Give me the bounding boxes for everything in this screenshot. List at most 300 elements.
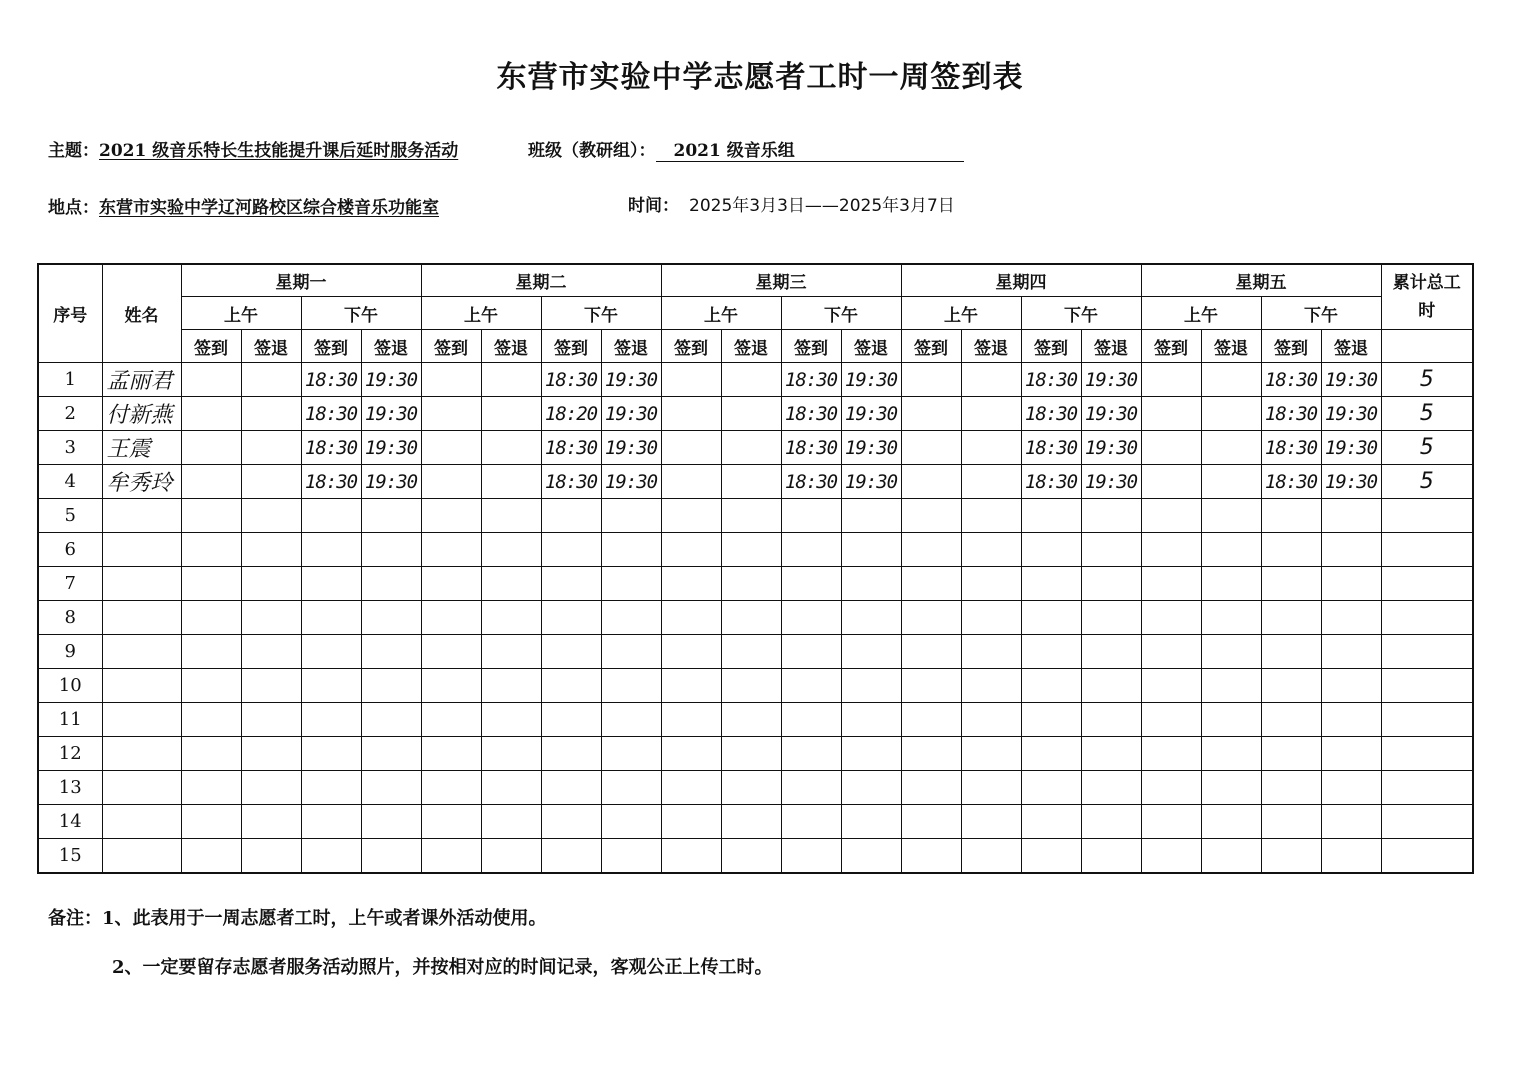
- sign-out-cell: [961, 805, 1021, 839]
- sign-in-cell: [901, 397, 961, 431]
- sign-out-cell: [961, 465, 1021, 499]
- sign-in-cell: [301, 601, 361, 635]
- time-label: 时间：: [628, 196, 679, 216]
- sign-in-cell: [781, 771, 841, 805]
- sign-in-cell: [1261, 703, 1321, 737]
- sign-out-cell: [841, 601, 901, 635]
- sign-out-cell: [961, 533, 1021, 567]
- row-name: [102, 499, 181, 533]
- row-seq: 6: [38, 533, 102, 567]
- sign-out-cell: 19:30: [1321, 397, 1381, 431]
- sign-in-cell: [421, 397, 481, 431]
- sign-out-cell: [1201, 431, 1261, 465]
- row-name: [102, 839, 181, 874]
- table-row: [38, 499, 1473, 533]
- page-title: 东营市实验中学志愿者工时一周签到表: [496, 60, 1024, 95]
- sign-out-cell: 19:30: [361, 431, 421, 465]
- sign-in-cell: 18:30: [1261, 465, 1321, 499]
- sign-out-cell: [961, 601, 1021, 635]
- sign-in-cell: [661, 669, 721, 703]
- sign-out-cell: [1201, 703, 1261, 737]
- sign-in-cell: [661, 839, 721, 874]
- sign-in-cell: [421, 771, 481, 805]
- sign-in-cell: [301, 567, 361, 601]
- row-name: [102, 533, 181, 567]
- sign-in-cell: [541, 839, 601, 874]
- sign-in-cell: 18:30: [781, 363, 841, 397]
- sign-in-cell: [661, 363, 721, 397]
- sign-out-cell: 19:30: [1081, 431, 1141, 465]
- sign-in-header: 签到: [301, 330, 361, 363]
- sign-out-cell: [481, 363, 541, 397]
- row-total: 5: [1381, 363, 1473, 397]
- sign-in-header: 签到: [541, 330, 601, 363]
- sign-out-cell: [721, 839, 781, 874]
- sign-out-header: 签退: [241, 330, 301, 363]
- sign-in-cell: [781, 601, 841, 635]
- sign-in-cell: [301, 499, 361, 533]
- sign-out-header: 签退: [1321, 330, 1381, 363]
- sign-out-cell: [721, 363, 781, 397]
- sign-out-cell: [841, 669, 901, 703]
- sign-in-cell: [181, 771, 241, 805]
- sign-out-cell: [961, 839, 1021, 874]
- sign-out-cell: [1321, 703, 1381, 737]
- sign-out-cell: [481, 567, 541, 601]
- sign-out-cell: [721, 431, 781, 465]
- sign-in-cell: [901, 567, 961, 601]
- table-row: [38, 397, 1473, 431]
- sign-out-cell: [1081, 737, 1141, 771]
- sign-in-cell: [661, 771, 721, 805]
- sign-in-cell: [541, 669, 601, 703]
- sign-out-cell: [361, 839, 421, 874]
- sign-out-cell: [241, 363, 301, 397]
- sign-in-cell: [1261, 601, 1321, 635]
- sign-in-cell: [1261, 771, 1321, 805]
- sign-out-cell: [961, 737, 1021, 771]
- day-header: 星期二: [421, 264, 661, 297]
- sign-out-cell: [361, 703, 421, 737]
- table-row: [38, 703, 1473, 737]
- sign-out-cell: [1321, 601, 1381, 635]
- sign-out-cell: [841, 703, 901, 737]
- sign-in-cell: [1141, 567, 1201, 601]
- sign-in-cell: 18:30: [781, 397, 841, 431]
- sign-in-cell: [1021, 601, 1081, 635]
- sign-in-cell: [541, 771, 601, 805]
- col-total-header: [1381, 264, 1473, 330]
- row-total: 5: [1381, 465, 1473, 499]
- sign-out-cell: [1321, 567, 1381, 601]
- sign-out-cell: [361, 533, 421, 567]
- sign-in-cell: [661, 703, 721, 737]
- sign-in-cell: [181, 805, 241, 839]
- sign-out-cell: [481, 737, 541, 771]
- sign-out-cell: [241, 397, 301, 431]
- sign-out-cell: [1201, 669, 1261, 703]
- header-row-halfday: [38, 297, 1473, 330]
- row-total: [1381, 635, 1473, 669]
- am-header: 上午: [1141, 297, 1261, 330]
- sign-in-cell: [421, 465, 481, 499]
- sign-out-cell: [601, 771, 661, 805]
- sign-out-cell: [601, 635, 661, 669]
- sign-out-cell: 19:30: [1081, 465, 1141, 499]
- row-seq: 1: [38, 363, 102, 397]
- sign-out-cell: [961, 703, 1021, 737]
- sign-out-cell: [961, 397, 1021, 431]
- sign-out-cell: [601, 601, 661, 635]
- sign-in-cell: [301, 669, 361, 703]
- sign-out-cell: [601, 669, 661, 703]
- sign-out-cell: [1081, 533, 1141, 567]
- sign-out-cell: 19:30: [1081, 397, 1141, 431]
- sign-in-cell: 18:30: [1261, 431, 1321, 465]
- sign-in-cell: [181, 635, 241, 669]
- sign-out-cell: 19:30: [841, 397, 901, 431]
- sign-in-cell: [421, 363, 481, 397]
- sign-in-cell: [181, 465, 241, 499]
- sign-out-cell: [841, 771, 901, 805]
- sign-out-cell: [841, 737, 901, 771]
- sign-out-cell: [1201, 363, 1261, 397]
- sign-in-cell: [1141, 737, 1201, 771]
- row-seq: 11: [38, 703, 102, 737]
- sign-out-cell: [1081, 635, 1141, 669]
- sign-out-cell: [601, 737, 661, 771]
- sign-in-cell: [1021, 771, 1081, 805]
- sign-out-cell: [1201, 397, 1261, 431]
- sign-in-header: 签到: [1021, 330, 1081, 363]
- sign-in-cell: [661, 431, 721, 465]
- note-2: 2、一定要留存志愿者服务活动照片，并按相对应的时间记录，客观公正上传工时。: [112, 957, 773, 978]
- sign-out-cell: [481, 601, 541, 635]
- sign-in-cell: [901, 635, 961, 669]
- sign-in-header: 签到: [661, 330, 721, 363]
- sign-in-cell: 18:30: [781, 465, 841, 499]
- sign-out-cell: [721, 635, 781, 669]
- row-seq: 14: [38, 805, 102, 839]
- sign-in-cell: [181, 737, 241, 771]
- sign-out-cell: [601, 805, 661, 839]
- row-seq: 8: [38, 601, 102, 635]
- sign-in-cell: [421, 533, 481, 567]
- sign-in-cell: [181, 669, 241, 703]
- sign-in-cell: [901, 737, 961, 771]
- sign-out-cell: [721, 499, 781, 533]
- sign-out-cell: 19:30: [361, 363, 421, 397]
- sign-in-cell: [181, 431, 241, 465]
- sign-in-cell: [181, 703, 241, 737]
- row-total: [1381, 771, 1473, 805]
- sign-out-cell: [721, 397, 781, 431]
- sign-out-cell: 19:30: [1321, 431, 1381, 465]
- sign-in-cell: [661, 397, 721, 431]
- sign-out-cell: [961, 669, 1021, 703]
- sign-in-cell: [781, 839, 841, 874]
- sign-in-cell: 18:30: [301, 431, 361, 465]
- row-name: [102, 567, 181, 601]
- row-total: [1381, 533, 1473, 567]
- sign-in-cell: [901, 669, 961, 703]
- sign-out-cell: 19:30: [601, 397, 661, 431]
- sign-in-cell: [901, 839, 961, 874]
- theme-value: 2021 级音乐特长生技能提升课后延时服务活动: [99, 141, 459, 161]
- sign-in-cell: [181, 839, 241, 874]
- sign-in-header: 签到: [181, 330, 241, 363]
- col-total-label: 累计总工时: [1392, 273, 1461, 321]
- row-name: 王震: [102, 431, 181, 465]
- sign-out-cell: [721, 567, 781, 601]
- sign-in-cell: 18:30: [541, 431, 601, 465]
- table-row: [38, 669, 1473, 703]
- sign-out-cell: [361, 771, 421, 805]
- sign-out-cell: [1321, 771, 1381, 805]
- row-name: [102, 703, 181, 737]
- row-total: [1381, 499, 1473, 533]
- sign-out-cell: [361, 499, 421, 533]
- sign-in-cell: [541, 635, 601, 669]
- sign-out-cell: [721, 703, 781, 737]
- sign-out-cell: [961, 567, 1021, 601]
- sign-in-cell: [301, 533, 361, 567]
- sign-in-cell: [301, 635, 361, 669]
- sign-out-cell: [961, 635, 1021, 669]
- sign-in-cell: 18:30: [541, 363, 601, 397]
- sign-out-cell: [241, 771, 301, 805]
- sign-in-cell: [661, 805, 721, 839]
- sign-out-cell: [1321, 635, 1381, 669]
- sign-out-cell: [1201, 601, 1261, 635]
- row-total: [1381, 839, 1473, 874]
- sign-out-cell: [1081, 669, 1141, 703]
- sign-in-cell: 18:20: [541, 397, 601, 431]
- sign-in-cell: 18:30: [1021, 397, 1081, 431]
- sign-in-cell: [301, 839, 361, 874]
- am-header: 上午: [901, 297, 1021, 330]
- table-row: [38, 567, 1473, 601]
- day-header: 星期三: [661, 264, 901, 297]
- sign-in-cell: [1021, 839, 1081, 874]
- sign-in-cell: [541, 567, 601, 601]
- row-name: [102, 669, 181, 703]
- am-header: 上午: [661, 297, 781, 330]
- sign-in-cell: [421, 805, 481, 839]
- sign-in-cell: [661, 601, 721, 635]
- place-label: 地点：: [48, 198, 99, 218]
- sign-in-cell: [1261, 635, 1321, 669]
- sign-out-header: 签退: [601, 330, 661, 363]
- sign-out-header: 签退: [481, 330, 541, 363]
- sign-in-cell: [541, 601, 601, 635]
- sign-in-cell: [1141, 397, 1201, 431]
- sign-in-cell: [1021, 805, 1081, 839]
- day-header: 星期一: [181, 264, 421, 297]
- header-row-days: [38, 264, 1473, 297]
- sign-out-cell: [241, 669, 301, 703]
- sign-in-cell: [661, 533, 721, 567]
- sign-out-cell: [1201, 499, 1261, 533]
- sign-in-cell: [541, 805, 601, 839]
- sign-out-cell: [1321, 499, 1381, 533]
- sign-out-cell: [601, 839, 661, 874]
- sign-out-cell: [481, 669, 541, 703]
- sign-out-cell: [721, 601, 781, 635]
- sign-out-cell: [241, 839, 301, 874]
- sign-in-header: 签到: [1141, 330, 1201, 363]
- row-total: [1381, 601, 1473, 635]
- sign-out-cell: [1081, 805, 1141, 839]
- sign-in-cell: [1021, 499, 1081, 533]
- row-name: [102, 737, 181, 771]
- sign-out-cell: [481, 635, 541, 669]
- sign-out-cell: [241, 465, 301, 499]
- sign-out-cell: 19:30: [841, 431, 901, 465]
- sign-in-cell: [901, 771, 961, 805]
- row-name: 牟秀玲: [102, 465, 181, 499]
- sign-out-cell: [1081, 839, 1141, 874]
- sign-out-cell: [601, 533, 661, 567]
- sign-in-cell: [781, 499, 841, 533]
- sign-in-cell: 18:30: [1021, 431, 1081, 465]
- sign-out-cell: 19:30: [361, 465, 421, 499]
- sign-out-cell: [841, 499, 901, 533]
- sign-in-cell: [1261, 499, 1321, 533]
- sign-in-cell: 18:30: [781, 431, 841, 465]
- class-label: 班级（教研组）：: [528, 141, 656, 161]
- sign-in-cell: [661, 635, 721, 669]
- sign-out-cell: [1321, 805, 1381, 839]
- sign-in-cell: [1261, 839, 1321, 874]
- sign-in-cell: [661, 737, 721, 771]
- sign-in-cell: [541, 533, 601, 567]
- sign-in-cell: [901, 465, 961, 499]
- sign-out-cell: [961, 363, 1021, 397]
- sign-out-cell: [241, 635, 301, 669]
- sign-in-cell: [421, 703, 481, 737]
- sign-in-header: 签到: [1261, 330, 1321, 363]
- theme-line: [48, 136, 458, 161]
- sign-out-cell: [1321, 669, 1381, 703]
- sign-in-cell: [421, 737, 481, 771]
- row-seq: 3: [38, 431, 102, 465]
- sign-out-cell: [1321, 839, 1381, 874]
- sign-out-cell: [1081, 601, 1141, 635]
- sign-out-cell: [841, 533, 901, 567]
- sign-in-cell: [1141, 771, 1201, 805]
- sign-out-cell: [961, 771, 1021, 805]
- sign-in-cell: [181, 567, 241, 601]
- sign-in-table: [37, 263, 1474, 874]
- sign-out-cell: [1201, 465, 1261, 499]
- pm-header: 下午: [541, 297, 661, 330]
- col-name-header: 姓名: [102, 264, 181, 363]
- sign-in-cell: [1261, 533, 1321, 567]
- sign-in-cell: [1141, 805, 1201, 839]
- sign-out-cell: [1321, 533, 1381, 567]
- sign-in-header: 签到: [901, 330, 961, 363]
- sign-in-cell: 18:30: [301, 363, 361, 397]
- sign-in-cell: [1141, 635, 1201, 669]
- sign-out-cell: [1081, 771, 1141, 805]
- sign-out-cell: 19:30: [601, 431, 661, 465]
- sign-in-cell: [901, 533, 961, 567]
- sign-in-cell: [781, 703, 841, 737]
- table-row: [38, 465, 1473, 499]
- sign-in-cell: [181, 533, 241, 567]
- sign-out-cell: [361, 669, 421, 703]
- sign-in-cell: [901, 499, 961, 533]
- sign-out-cell: [361, 567, 421, 601]
- sign-out-cell: 19:30: [1081, 363, 1141, 397]
- sign-out-cell: [1201, 737, 1261, 771]
- sign-in-cell: [781, 737, 841, 771]
- place-value: 东营市实验中学辽河路校区综合楼音乐功能室: [99, 198, 439, 218]
- row-total: 5: [1381, 431, 1473, 465]
- sign-out-header: 签退: [961, 330, 1021, 363]
- sign-out-cell: [361, 737, 421, 771]
- sign-out-cell: [481, 533, 541, 567]
- place-line: [48, 193, 439, 218]
- row-total: 5: [1381, 397, 1473, 431]
- sign-in-cell: [421, 635, 481, 669]
- sign-in-cell: [781, 669, 841, 703]
- am-header: 上午: [421, 297, 541, 330]
- sign-in-cell: [181, 363, 241, 397]
- row-seq: 15: [38, 839, 102, 874]
- time-line: [628, 191, 955, 216]
- sign-in-cell: [541, 703, 601, 737]
- sign-in-cell: [301, 737, 361, 771]
- sign-in-cell: [421, 839, 481, 874]
- header-row-sign: [38, 330, 1473, 363]
- sign-out-cell: 19:30: [841, 363, 901, 397]
- sign-out-cell: [961, 431, 1021, 465]
- sign-out-cell: 19:30: [601, 363, 661, 397]
- note-1: 备注：1、此表用于一周志愿者工时，上午或者课外活动使用。: [48, 908, 547, 929]
- sign-out-cell: [481, 499, 541, 533]
- sign-out-cell: [241, 703, 301, 737]
- sign-out-cell: [841, 805, 901, 839]
- col-seq-header: 序号: [38, 264, 102, 363]
- sign-out-cell: [361, 805, 421, 839]
- sign-in-cell: [1141, 363, 1201, 397]
- sign-in-cell: [661, 567, 721, 601]
- sign-out-cell: [481, 465, 541, 499]
- pm-header: 下午: [781, 297, 901, 330]
- pm-header: 下午: [301, 297, 421, 330]
- sign-out-cell: [1201, 635, 1261, 669]
- sign-in-cell: [1141, 533, 1201, 567]
- sign-out-cell: [361, 635, 421, 669]
- sign-in-cell: [181, 397, 241, 431]
- sign-out-header: 签退: [721, 330, 781, 363]
- sign-out-cell: [841, 567, 901, 601]
- row-seq: 9: [38, 635, 102, 669]
- time-value: 2025年3月3日——2025年3月7日: [689, 196, 955, 216]
- sign-out-cell: 19:30: [601, 465, 661, 499]
- table-row: [38, 431, 1473, 465]
- sign-out-cell: [481, 431, 541, 465]
- table-row: [38, 363, 1473, 397]
- sign-in-header: 签到: [781, 330, 841, 363]
- sign-out-cell: [601, 567, 661, 601]
- sign-out-cell: [721, 533, 781, 567]
- sign-out-cell: [241, 737, 301, 771]
- sign-in-cell: [661, 465, 721, 499]
- sign-in-cell: 18:30: [1261, 363, 1321, 397]
